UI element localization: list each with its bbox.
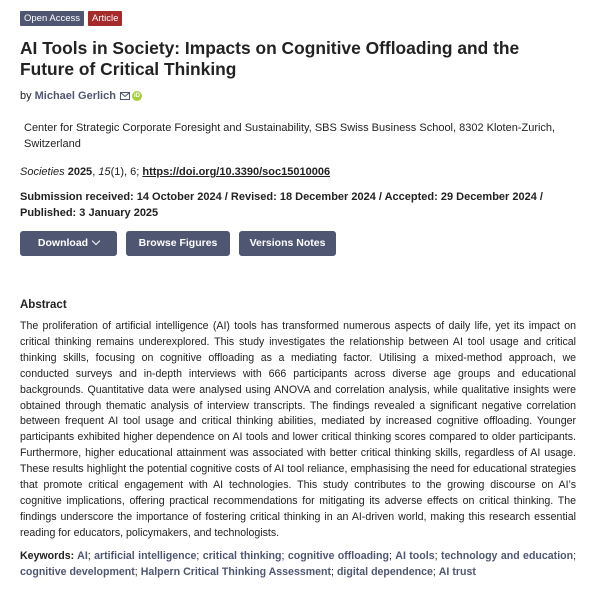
badge-row — [20, 11, 576, 26]
keyword-separator: ; — [434, 549, 441, 562]
versions-notes-button[interactable]: Versions Notes — [239, 231, 336, 256]
keyword-separator: ; — [573, 549, 577, 562]
keyword-link[interactable]: AI — [77, 549, 88, 562]
download-button[interactable] — [20, 231, 117, 256]
citation-volume: 15 — [98, 166, 111, 178]
keyword-link[interactable]: critical thinking — [202, 549, 282, 562]
keyword-separator: ; — [87, 549, 95, 562]
open-access-badge[interactable]: Open Access — [20, 11, 84, 26]
keyword-separator: ; — [281, 549, 288, 562]
chevron-down-icon — [92, 237, 100, 245]
keyword-separator: ; — [134, 565, 141, 578]
keyword-separator: ; — [388, 549, 396, 562]
doi-link[interactable]: https://doi.org/10.3390/soc15010006 — [142, 166, 331, 178]
keyword-link[interactable]: artificial intelligence — [94, 549, 197, 562]
orcid-icon[interactable]: iD — [133, 93, 140, 99]
email-icon[interactable] — [120, 92, 130, 100]
abstract-text: The proliferation of artificial intelligence (AI) tools has transformed numerous aspects of daily life, yet its impact on critical thinking remains underexplored. This study investigates the relationship between AI tool usage and critical thinking skills, focusing on cognitive offloading as a mediating factor. Utilising a mixed-method approach, we conducted surveys and in-depth interviews with 666 participants across diverse age groups and educational backgrounds. Quantitative data were analysed using ANOVA and correlation analysis, while qualitative insights were obtained through thematic analysis of interview transcripts. The findings revealed a significant negative correlation between frequent AI tool usage and critical thinking abilities, mediated by increased cognitive offloading. Younger participants exhibited higher dependence on AI tools and lower critical thinking scores compared to older participants. Furthermore, higher educational attainment was associated with better critical thinking skills, regardless of AI usage. These results highlight the potential cognitive costs of AI tool reliance, emphasising the need for educational strategies that promote critical engagement with AI technologies. This study contributes to the growing discourse on AI’s cognitive implications, offering practical recommendations for mitigating its adverse effects on critical thinking. The findings underscore the importance of fostering critical thinking in an AI-driven world, making this research essential reading for educators, policymakers, and technologists. — [20, 320, 576, 539]
download-label: Download — [37, 237, 89, 249]
keyword-separator: ; — [432, 565, 439, 578]
keyword-link[interactable]: AI trust — [438, 565, 476, 578]
affiliation: Center for Strategic Corporate Foresight and Sustainability, SBS Swiss Business School, 8302 Kloten-Zurich, Switzerland — [24, 122, 556, 150]
author-link[interactable]: Michael Gerlich — [34, 90, 116, 102]
keyword-link[interactable]: cognitive development — [20, 565, 135, 578]
browse-figures-button[interactable]: Browse Figures — [126, 231, 230, 256]
keywords — [20, 548, 576, 580]
citation-year: 2025 — [67, 166, 93, 178]
keyword-link[interactable]: Halpern Critical Thinking Assessment — [140, 565, 332, 578]
keyword-link[interactable]: technology and education — [440, 549, 574, 562]
keyword-link[interactable]: cognitive offloading — [287, 549, 389, 562]
action-buttons — [20, 231, 576, 256]
publication-dates: Submission received: 14 October 2024 / Revised: 18 December 2024 / Accepted: 29 December 2024 / Published: 3 January 2025 — [20, 191, 543, 219]
keyword-link[interactable]: digital dependence — [336, 565, 433, 578]
citation-issue-page: (1), 6; — [110, 166, 143, 178]
keywords-label: Keywords: — [20, 549, 78, 562]
citation-sep: , — [92, 166, 99, 178]
article-title: AI Tools in Society: Impacts on Cognitive Offloading and the Future of Critical Thinking — [20, 38, 520, 79]
by-label: by — [20, 90, 32, 102]
byline — [20, 89, 576, 103]
keyword-separator: ; — [196, 549, 203, 562]
keyword-link[interactable]: AI tools — [395, 549, 435, 562]
journal-name: Societies — [20, 166, 65, 178]
article-header — [20, 11, 576, 580]
abstract-heading: Abstract — [20, 299, 67, 311]
article-type-badge: Article — [88, 11, 122, 26]
citation — [20, 165, 576, 179]
keyword-list — [20, 550, 576, 578]
keyword-separator: ; — [331, 565, 337, 578]
